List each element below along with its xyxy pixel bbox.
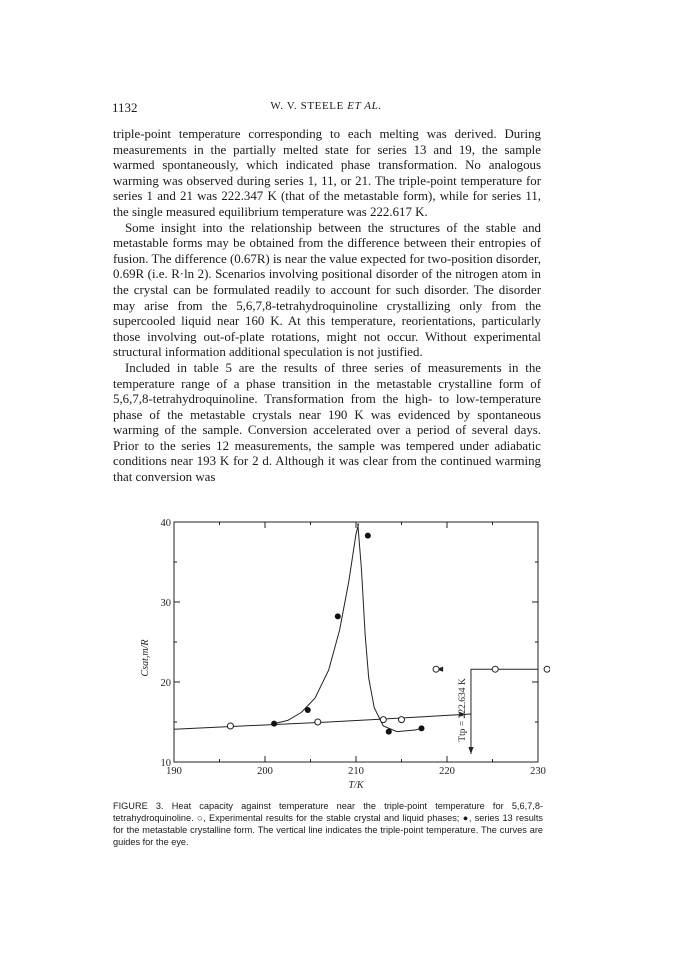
x-axis-label: T/K: [348, 780, 364, 791]
filled-circle-marker: [386, 729, 392, 735]
open-circle-marker: [433, 666, 439, 672]
x-tick-label: 200: [257, 766, 273, 777]
y-tick-label: 30: [160, 598, 171, 609]
filled-circle-marker: [335, 613, 341, 619]
x-tick-label: 220: [439, 766, 455, 777]
filled-circle-marker: [305, 707, 311, 713]
x-tick-label: 230: [530, 766, 546, 777]
paragraph-3: Included in table 5 are the results of three series of measurements in the temperature range of a phase transition in the metastable crystalline form of 5,6,7,8-tetrahydroquinoline. Transformation from the high- to low-temperature phase of the metastable crystals near 190 K was evidenced by spontaneous warming of the sample. Conversion accelerated over a period of several days. Prior to the series 12 measurements, the sample was tempered under adiabatic conditions near 193 K for 2 d. Although it was clear from the continued warming that conversion was: [113, 360, 541, 485]
caption-label: FIGURE 3.: [113, 801, 164, 811]
markers-layer: [227, 533, 550, 735]
guide-curve: [174, 714, 471, 729]
filled-circle-marker: [271, 721, 277, 727]
guide-curve: [274, 524, 359, 724]
y-axis-label: Csat,m/R: [140, 639, 151, 677]
figure-caption: [113, 800, 543, 848]
open-circle-marker: [227, 723, 233, 729]
x-tick-label: 190: [166, 766, 182, 777]
triple-point-label: Ttp = 222.634 K: [457, 678, 468, 742]
open-circle-marker: [492, 666, 498, 672]
filled-circle-marker: [365, 533, 371, 539]
paragraph-2: Some insight into the relationship between the structures of the stable and metastable forms may be obtained from the difference between their entropies of fusion. The difference (0.67R) is near the value expected for two-position disorder, 0.69R (i.e. R·ln 2). Scenarios involving positional disorder of the nitrogen atom in the crystal can be formulated readily to account for such disorder. The disorder may arise from the 5,6,7,8-tetrahydroquinoline crystallizing only from the supercooled liquid near 160 K. At this temperature, reorientations, particularly those involving out-of-plate rotations, might not occur. Without experimental structural information additional speculation is not justified.: [113, 220, 541, 360]
x-tick-label: 210: [348, 766, 364, 777]
open-circle-marker: [315, 719, 321, 725]
open-circle-marker: [380, 717, 386, 723]
guide-curve: [358, 524, 422, 732]
page-number: 1132: [112, 100, 138, 115]
open-circle-marker: [399, 717, 405, 723]
heat-capacity-chart: [130, 514, 550, 794]
triple-point-arrowhead: [468, 747, 473, 754]
figure-3: [130, 514, 550, 794]
y-tick-label: 20: [160, 678, 171, 689]
running-head-authors: W. V. STEELE: [270, 100, 344, 112]
page-header: [112, 100, 540, 118]
y-tick-label: 10: [160, 758, 171, 769]
labels-layer: [140, 518, 546, 791]
caption-text: Heat capacity against temperature near the triple-point temperature for 5,6,7,8-tetrahydroquinoline. ○, Experimental results for the stable crystal and liquid phases; ●, series 13 results for the metastable crystalline form. The vertical line indicates the triple-point temperature. The curves are guides for the eye.: [113, 801, 543, 847]
filled-circle-marker: [419, 725, 425, 731]
paragraph-1: triple-point temperature corresponding to each melting was derived. During measurements in the partially melted state for series 13 and 19, the sample warmed spontaneously, which indicated phase transformation. No analogous warming was observed during series 1, 11, or 21. The triple-point temperature for series 1 and 21 was 222.347 K (that of the metastable form), while for series 11, the single measured equilibrium temperature was 222.617 K.: [113, 127, 541, 219]
body-text: [113, 127, 541, 486]
open-circle-marker: [544, 666, 550, 672]
y-tick-label: 40: [160, 518, 171, 529]
running-head: [112, 100, 540, 112]
curves-layer: [174, 524, 547, 754]
running-head-etal: ET AL.: [347, 100, 382, 112]
